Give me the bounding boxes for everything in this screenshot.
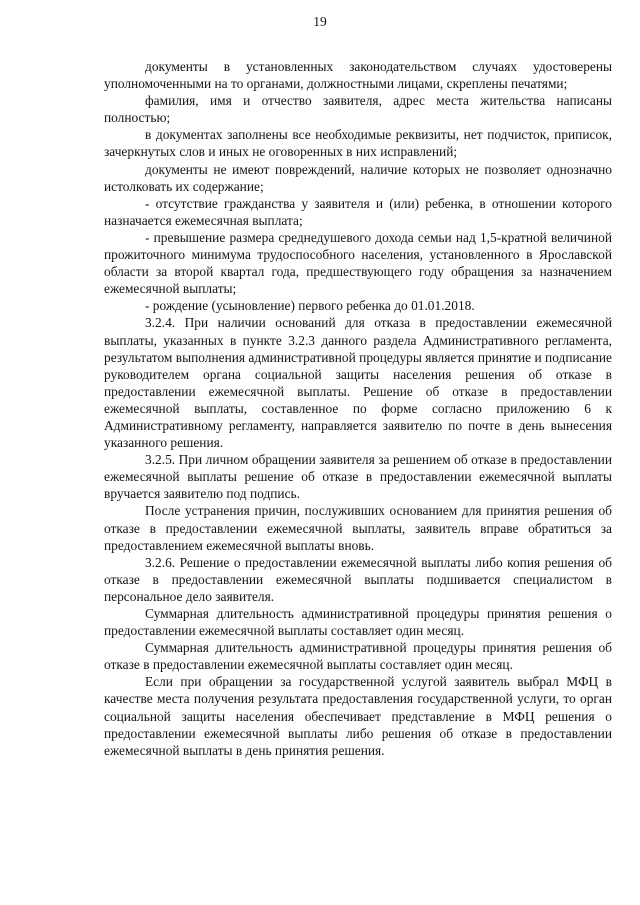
- paragraph-3-2-5: 3.2.5. При личном обращении заявителя за решением об отказе в предоставлении ежемесячной выплаты решение об отказе в предоставлении ежемесячной выплаты вручается заявителю под подпись.: [104, 452, 612, 502]
- paragraph-required-fields: в документах заполнены все необходимые реквизиты, нет подчисток, приписок, зачеркнутых слов и иных не оговоренных в них исправлений;: [104, 127, 612, 160]
- paragraph-full-name-address: фамилия, имя и отчество заявителя, адрес места жительства написаны полностью;: [104, 93, 612, 126]
- paragraph-mfc-delivery: Если при обращении за государственной услугой заявитель выбрал МФЦ в качестве места получения результата предоставления государственной услуги, то орган социальной защиты населения обеспечивает представление в МФЦ решения о предоставлении ежемесячной выплаты либо решения об отказе в предоставлении ежемесячной выплаты в день принятия решения.: [104, 674, 612, 758]
- paragraph-first-child-date: - рождение (усыновление) первого ребенка до 01.01.2018.: [145, 298, 475, 314]
- paragraph-no-damage: документы не имеют повреждений, наличие которых не позволяет однозначно истолковать их содержание;: [104, 161, 612, 194]
- paragraph-duration-refusal: Суммарная длительность административной процедуры принятия решения об отказе в предоставлении ежемесячной выплаты составляет один месяц.: [104, 640, 612, 673]
- paragraph-income-excess: - превышение размера среднедушевого дохода семьи над 1,5-кратной величиной прожиточного минимума трудоспособного населения, установленного в Ярославской области за второй квартал года, предшествующего году обращения за назначением ежемесячной выплаты;: [104, 229, 612, 297]
- paragraph-duration-grant: Суммарная длительность административной процедуры принятия решения о предоставлении ежемесячной выплаты составляет один месяц.: [104, 606, 612, 639]
- paragraph-documents-certified: документы в установленных законодательством случаях удостоверены уполномоченными на то органами, должностными лицами, скреплены печатями;: [104, 59, 612, 92]
- paragraph-3-2-4: 3.2.4. При наличии оснований для отказа в предоставлении ежемесячной выплаты, указанных в пункте 3.2.3 данного раздела Административного регламента, результатом выполнения административной процедуры является принятие и подписание руководителем органа социальной защиты населения решения об отказе в предоставлении ежемесячной выплаты. Решение об отказе в предоставлении ежемесячной выплаты, составленное по форме согласно приложению 6 к Административному регламенту, направляется заявителю по почте в день вынесения указанного решения.: [104, 315, 612, 451]
- paragraph-reapply: После устранения причин, послуживших основанием для принятия решения об отказе в предоставлении ежемесячной выплаты, заявитель вправе обратиться за предоставлением ежемесячной выплаты вновь.: [104, 503, 612, 553]
- page-number: 19: [313, 14, 327, 29]
- paragraph-no-citizenship: - отсутствие гражданства у заявителя и (или) ребенка, в отношении которого назначается ежемесячная выплата;: [104, 195, 612, 228]
- paragraph-3-2-6: 3.2.6. Решение о предоставлении ежемесячной выплаты либо копия решения об отказе в предоставлении ежемесячной выплаты подшивается специалистом в персональное дело заявителя.: [104, 554, 612, 604]
- document-body: [104, 58, 612, 759]
